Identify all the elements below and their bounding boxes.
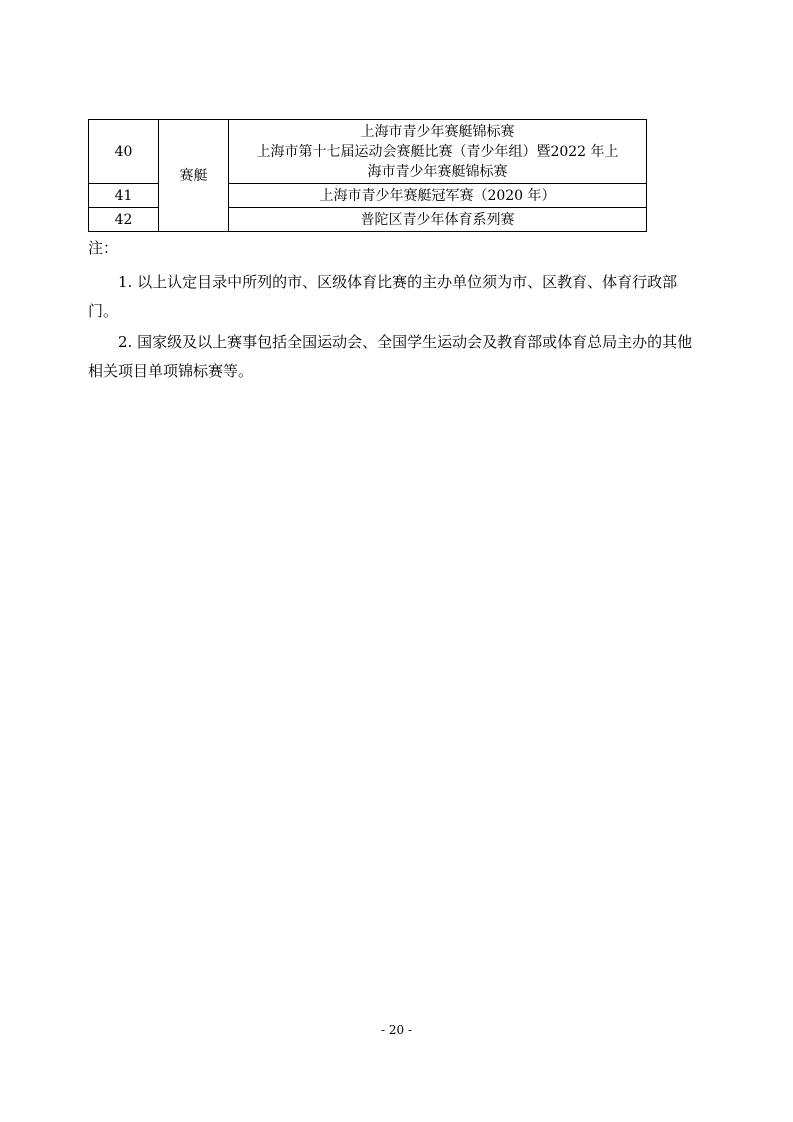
competition-name — [229, 208, 647, 232]
page-number: - 20 - — [380, 1023, 412, 1037]
note-item: 2. 国家级及以上赛事包括全国运动会、全国学生运动会及教育部或体育总局主办的其他相关项目单项锦标赛等。 — [88, 333, 693, 380]
notes-label: 注： — [88, 239, 119, 257]
competition-name-line: 普陀区青少年体育系列赛 — [360, 211, 515, 228]
competition-name-line: 上海市青少年赛艇冠军赛（2020 年） — [319, 187, 556, 204]
competition-name-line: 上海市青少年赛艇锦标赛 — [360, 123, 515, 140]
competition-name-line: 上海市第十七届运动会赛艇比赛（青少年组）暨2022 年上 — [256, 143, 619, 160]
table-row — [89, 120, 647, 184]
row-number: 41 — [89, 184, 159, 208]
row-number: 40 — [89, 120, 159, 184]
competition-name — [229, 184, 647, 208]
competition-name — [229, 120, 647, 184]
competition-name-line: 海市青少年赛艇锦标赛 — [367, 163, 508, 180]
competition-table-grid — [88, 119, 647, 232]
row-number: 42 — [89, 208, 159, 232]
competition-table — [88, 119, 647, 231]
sport-name: 赛艇 — [159, 120, 229, 232]
note-item: 1. 以上认定目录中所列的市、区级体育比赛的主办单位须为市、区教育、体育行政部门。 — [88, 273, 678, 320]
